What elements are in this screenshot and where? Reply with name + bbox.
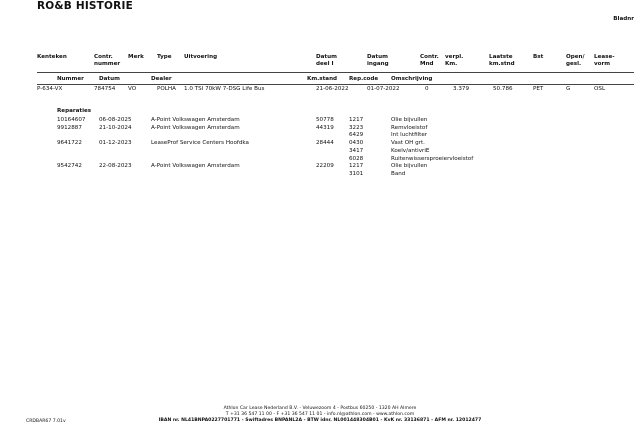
- header-type: Type: [157, 54, 172, 60]
- contract-uitvoering: 1.0 TSI 70kW 7-DSG Life Bus: [184, 86, 265, 92]
- repair-omschrijving: Band: [391, 170, 406, 177]
- header-laatste-kmstnd: Laatste km.stnd: [489, 54, 515, 67]
- contract-laatste-kmstnd: 50.786: [493, 86, 513, 92]
- repair-datum: 01-12-2023: [99, 140, 132, 147]
- repair-omschrijving: Int luchtfilter: [391, 132, 428, 139]
- header-bst: Bst: [533, 54, 544, 60]
- footer-registration: IBAN nr. NL41BNPA0227701771 - Swiftadres BNPANL2A - BTW idnr. NL001448304B01 - KvK nr. 33136871 - AFM nr. 12012477: [158, 418, 482, 423]
- repair-code: 3101: [349, 170, 364, 177]
- header-merk: Merk: [128, 54, 144, 60]
- repair-kmstand: 44319: [316, 124, 334, 131]
- footer-contact: T +31 36 547 11 00 - F +31 36 547 11 01 - info.nl@athlon.com - www.athlon.com: [225, 412, 415, 417]
- repair-kmstand: 50778: [316, 117, 334, 123]
- repair-datum: 06-08-2025: [99, 117, 132, 123]
- repair-datum: 22-08-2023: [99, 163, 132, 170]
- header-divider: [37, 72, 634, 73]
- reparaties-heading: Reparaties: [57, 108, 92, 114]
- repair-dealer: A-Point Volkswagen Amsterdam: [151, 163, 240, 170]
- repair-code: 1217: [349, 163, 364, 170]
- repair-dealer: LeaseProf Service Centers Hoofdka: [151, 140, 249, 147]
- repair-kmstand: 28444: [316, 140, 334, 147]
- page-title: RO&B HISTORIE: [37, 0, 133, 12]
- header-dealer: Dealer: [151, 76, 172, 82]
- repair-datum: 21-10-2024: [99, 124, 132, 131]
- contract-kenteken: P-634-VX: [37, 86, 63, 92]
- header-lease-vorm: Lease- vorm: [594, 54, 615, 67]
- header-datum-deel1: Datum deel I: [316, 54, 337, 67]
- repair-omschrijving: Olie bijvullen: [391, 163, 428, 170]
- contract-merk: VO: [128, 86, 137, 92]
- contract-verpl-km: 3.379: [453, 86, 470, 92]
- repair-code: 3417: [349, 147, 364, 154]
- header-contr-nummer: Contr. nummer: [94, 54, 121, 67]
- repair-nummer: 10164607: [57, 117, 86, 123]
- header-datum-ingang: Datum ingang: [367, 54, 389, 67]
- contract-mnd: 0: [425, 86, 429, 92]
- repair-omschrijving: Olie bijvullen: [391, 117, 428, 123]
- contract-nummer: 784754: [94, 86, 116, 92]
- repair-nummer: 9641722: [57, 140, 82, 147]
- repair-omschrijving: Ruitenwissersproeiervloeistof: [391, 155, 474, 162]
- header-nummer: Nummer: [57, 76, 84, 82]
- contract-type: POLHA: [157, 86, 176, 92]
- repair-kmstand: 22209: [316, 163, 334, 170]
- header-datum: Datum: [99, 76, 120, 82]
- repair-omschrijving: Vast OH grt.: [391, 140, 425, 147]
- repair-code: 6429: [349, 132, 364, 139]
- contract-datum-deel1: 21-06-2022: [316, 86, 349, 92]
- form-code: CRDBAR67 7.01v: [26, 419, 66, 424]
- header-kmstand: Km.stand: [307, 76, 338, 82]
- contract-datum-ingang: 01-07-2022: [367, 86, 400, 92]
- header-omschrijving: Omschrijving: [391, 76, 433, 82]
- contract-open-gesl: G: [566, 86, 571, 92]
- repair-code: 0430: [349, 140, 364, 147]
- repair-nummer: 9542742: [57, 163, 82, 170]
- header-kenteken: Kenteken: [37, 54, 67, 60]
- header-uitvoering: Uitvoering: [184, 54, 218, 60]
- page-number-label: Bladnr: [613, 16, 634, 22]
- footer-address: Athlon Car Lease Nederland B.V. - Veluwezoom 4 - Postbus 60250 - 1320 AH Almere: [223, 406, 417, 411]
- repair-dealer: A-Point Volkswagen Amsterdam: [151, 117, 240, 123]
- contract-lease-vorm: OSL: [594, 86, 606, 92]
- header-contr-mnd: Contr. Mnd: [420, 54, 439, 67]
- repair-dealer: A-Point Volkswagen Amsterdam: [151, 124, 240, 131]
- repair-code: 1217: [349, 117, 364, 123]
- contract-bst: PET: [533, 86, 544, 92]
- repair-omschrijving: Remvloeistof: [391, 124, 428, 131]
- header-rep-code: Rep.code: [349, 76, 379, 82]
- header-verpl-km: verpl. Km.: [445, 54, 464, 67]
- repair-code: 3223: [349, 124, 364, 131]
- repair-code: 6028: [349, 155, 364, 162]
- header-divider-2: [37, 84, 634, 85]
- repair-nummer: 9912887: [57, 124, 82, 131]
- header-open-gesl: Open/ gesl.: [566, 54, 585, 67]
- repair-omschrijving: Koelv/antivriE: [391, 147, 430, 154]
